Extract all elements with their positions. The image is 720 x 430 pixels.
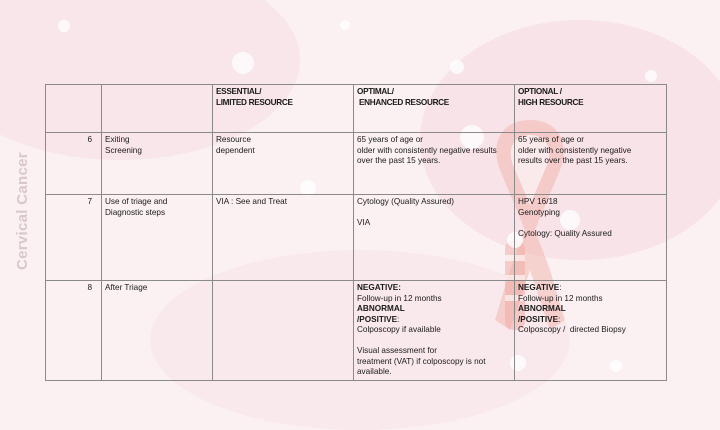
row-number: 6 (46, 133, 102, 195)
cell-optimal: NEGATIVE: Follow-up in 12 months ABNORMAL /POSITIVE: Colposcopy if available Visual assessment for treatment (VAT) if colposcopy is not available. (354, 281, 515, 381)
table-header-row (46, 85, 667, 133)
cell-essential (213, 281, 354, 381)
table-row (46, 281, 667, 381)
row-step: Use of triage and Diagnostic steps (102, 195, 213, 281)
header-optimal: OPTIMAL/ ENHANCED RESOURCE (354, 85, 515, 133)
background-dot (450, 60, 464, 74)
background-dot (645, 70, 657, 82)
section-side-title: Cervical Cancer (14, 152, 31, 270)
row-number: 8 (46, 281, 102, 381)
header-cell-blank (46, 85, 102, 133)
header-optional: OPTIONAL / HIGH RESOURCE (515, 85, 667, 133)
cell-optimal: 65 years of age or older with consistently negative results over the past 15 years. (354, 133, 515, 195)
cell-essential: VIA : See and Treat (213, 195, 354, 281)
cell-optional: NEGATIVE: Follow-up in 12 months ABNORMAL /POSITIVE: Colposcopy / directed Biopsy (515, 281, 667, 381)
header-cell-blank (102, 85, 213, 133)
table-row (46, 195, 667, 281)
cell-optional: HPV 16/18 Genotyping Cytology: Quality Assured (515, 195, 667, 281)
cell-essential: Resource dependent (213, 133, 354, 195)
background-dot (58, 20, 70, 32)
cell-optional: 65 years of age or older with consistently negative results over the past 15 years. (515, 133, 667, 195)
header-essential: ESSENTIAL/ LIMITED RESOURCE (213, 85, 354, 133)
row-step: Exiting Screening (102, 133, 213, 195)
cell-optimal: Cytology (Quality Assured) VIA (354, 195, 515, 281)
background-dot (340, 20, 350, 30)
background-dot (232, 52, 254, 74)
row-step: After Triage (102, 281, 213, 381)
row-number: 7 (46, 195, 102, 281)
table-row (46, 133, 667, 195)
resource-table (45, 84, 667, 381)
